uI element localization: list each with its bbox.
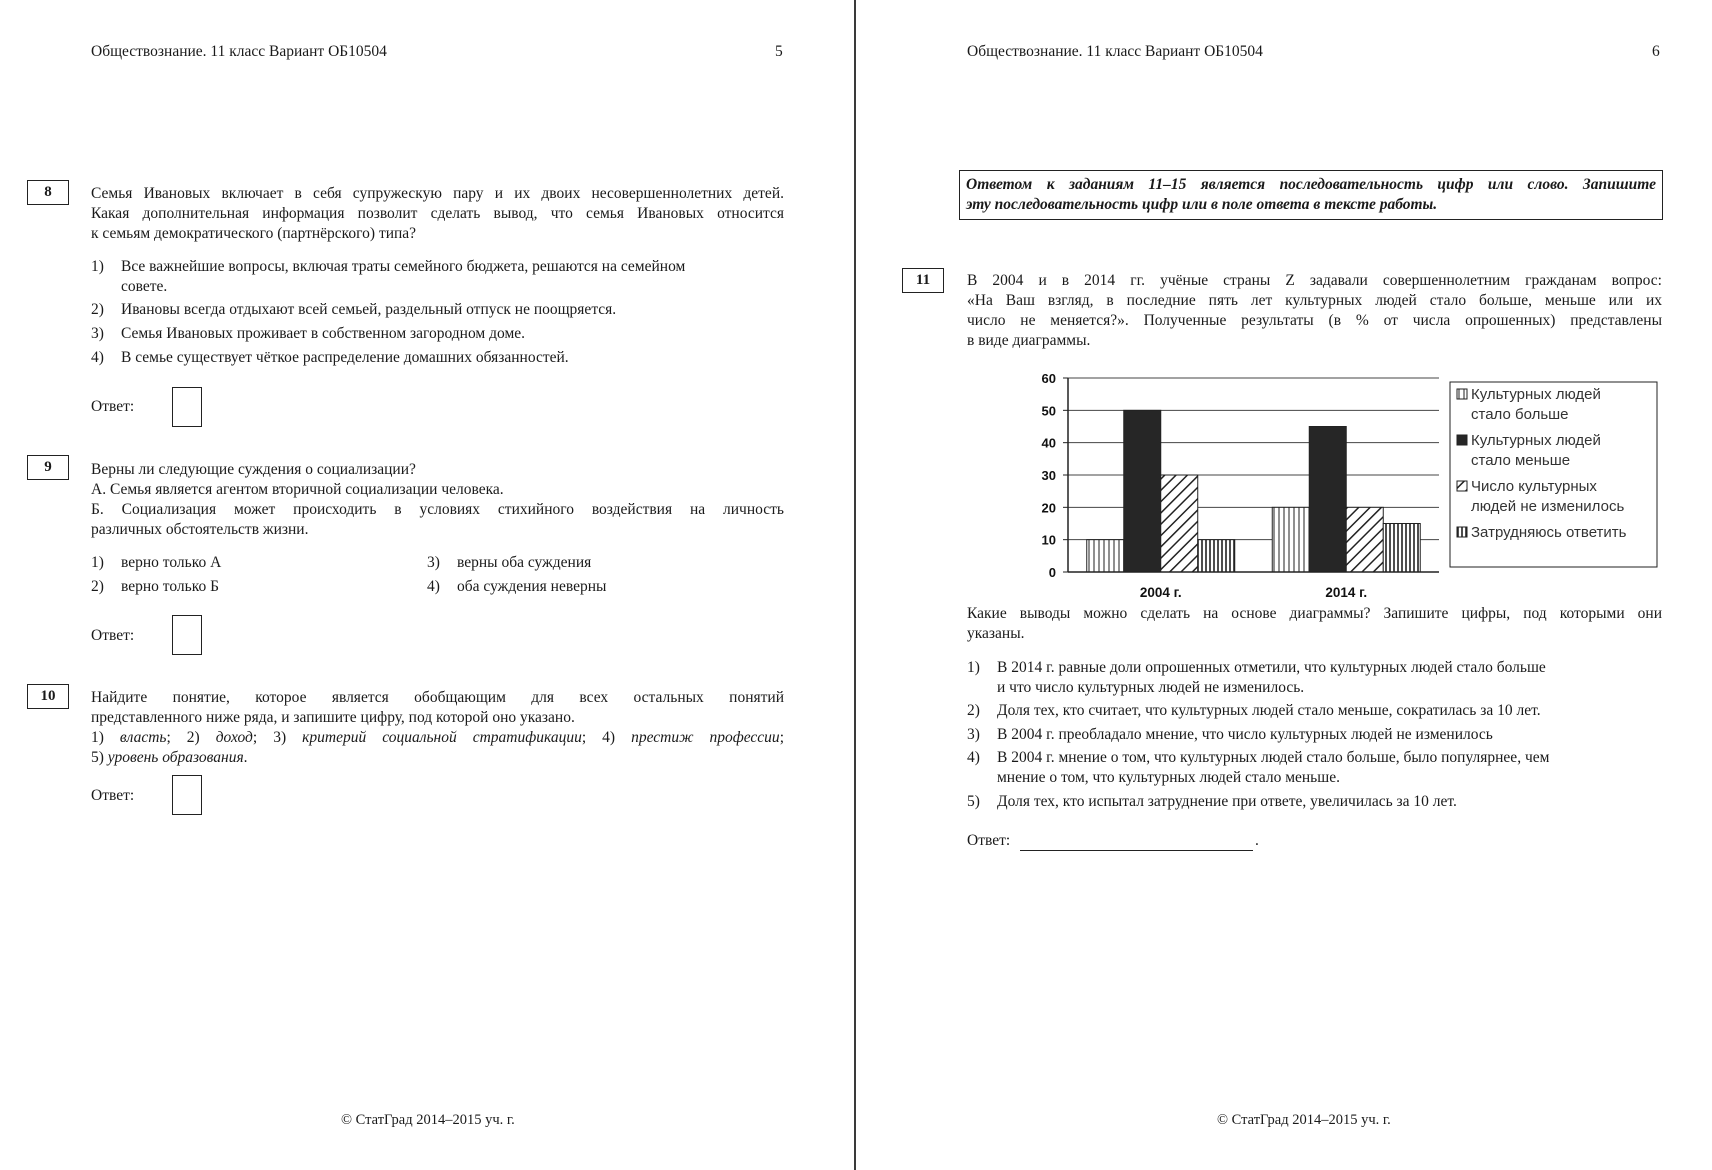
- option-number: 4): [427, 578, 440, 595]
- q11-option-2: [967, 701, 1667, 721]
- page-number: 5: [775, 43, 783, 60]
- option-text: оба суждения неверны: [457, 578, 607, 595]
- option-number: 2): [91, 578, 104, 595]
- item-number: 3): [273, 729, 287, 746]
- item-text: критерий социальной стратификации: [302, 729, 582, 746]
- page-footer: © СтатГрад 2014–2015 уч. г.: [1217, 1112, 1391, 1128]
- legend-label: Затрудняюсь ответить: [1471, 524, 1627, 541]
- page-number: 6: [1652, 43, 1660, 60]
- q11-option-5: [967, 792, 1667, 812]
- question-11-text: [967, 271, 1662, 351]
- q9-answer-label: Ответ:: [91, 627, 135, 644]
- q11-line: «На Ваш взгляд, в последние пять лет культурных людей стало больше, меньше или их: [967, 292, 1662, 309]
- bar-4-2: [1383, 524, 1420, 573]
- q10-items-line: 1) власть; 2) доход; 3) критерий социальной стратификации; 4) престиж профессии;: [91, 729, 784, 746]
- q9-line: Верны ли следующие суждения о социализации?: [91, 461, 416, 478]
- q10-answer-label: Ответ:: [91, 787, 135, 804]
- q9-option-3: [427, 553, 727, 573]
- q8-answer-box[interactable]: [172, 387, 202, 427]
- option-text: и что число культурных людей не изменилось.: [997, 679, 1305, 696]
- question-number-9: 9: [27, 455, 69, 480]
- item-text: престиж профессии: [631, 729, 780, 746]
- q8-line: Семья Ивановых включает в себя супружескую пару и их двоих несовершеннолетних детей.: [91, 185, 784, 202]
- q8-option-3: [91, 324, 791, 344]
- page-6: [857, 0, 1712, 1170]
- instructions-line: эту последовательность цифр или в поле ответа в тексте работы.: [966, 196, 1438, 213]
- y-tick-label: 40: [1041, 435, 1056, 451]
- q11-answer-period: .: [1255, 832, 1259, 849]
- q11-answer-label: Ответ:: [967, 832, 1011, 849]
- option-text: В 2004 г. преобладало мнение, что число культурных людей не изменилось: [997, 726, 1493, 743]
- option-number: 2): [967, 702, 980, 719]
- option-text: совете.: [121, 278, 168, 295]
- y-tick-label: 0: [1048, 565, 1056, 580]
- q11-prompt-line: указаны.: [967, 625, 1025, 642]
- option-number: 3): [967, 726, 980, 743]
- q10-line: представленного ниже ряда, и запишите цифру, под которой оно указано.: [91, 709, 575, 726]
- option-number: 3): [91, 325, 104, 342]
- page-header: Обществознание. 11 класс Вариант ОБ10504: [91, 43, 387, 60]
- question-number-10: 10: [27, 684, 69, 709]
- option-number: 5): [967, 793, 980, 810]
- y-tick-label: 20: [1041, 500, 1056, 516]
- bar-2-2: [1309, 427, 1346, 573]
- option-number: 1): [91, 258, 104, 275]
- q9-option-1: [91, 553, 391, 573]
- option-number: 4): [967, 749, 980, 766]
- instructions-line: Ответом к заданиям 11–15 является последовательность цифр или слово. Запишите: [966, 176, 1656, 193]
- option-number: 1): [967, 659, 980, 676]
- item-number: 5): [91, 749, 104, 766]
- x-tick-label: 2014 г.: [1325, 585, 1368, 600]
- question-9-text: [91, 460, 784, 540]
- legend-label: Культурных людей: [1471, 432, 1601, 449]
- option-text: Семья Ивановых проживает в собственном загородном доме.: [121, 325, 526, 342]
- q9-option-4: [427, 577, 727, 597]
- bar-3-2: [1346, 507, 1383, 572]
- page-5: [0, 0, 855, 1170]
- option-text: Доля тех, кто испытал затруднение при ответе, увеличилась за 10 лет.: [997, 793, 1457, 810]
- option-text: Ивановы всегда отдыхают всей семьей, раздельный отпуск не поощряется.: [121, 301, 617, 318]
- item-text: уровень образования: [107, 749, 244, 766]
- x-tick-label: 2004 г.: [1139, 585, 1182, 600]
- q10-answer-box[interactable]: [172, 775, 202, 815]
- page-header: Обществознание. 11 класс Вариант ОБ10504: [967, 43, 1263, 60]
- bar-1-2: [1272, 507, 1309, 572]
- q9-option-2: [91, 577, 391, 597]
- item-text: власть: [119, 729, 167, 746]
- item-text: доход: [215, 729, 253, 746]
- y-tick-label: 50: [1041, 403, 1056, 419]
- legend-swatch-2: [1457, 435, 1467, 445]
- option-number: 2): [91, 301, 104, 318]
- option-number: 3): [427, 554, 440, 571]
- q9-line: А. Семья является агентом вторичной социализации человека.: [91, 481, 504, 498]
- bar-4-1: [1198, 540, 1235, 572]
- q11-line: число не меняется?». Полученные результаты (в % от числа опрошенных) представлены: [967, 312, 1662, 329]
- question-11-prompt: [967, 604, 1662, 644]
- bar-2-1: [1124, 410, 1161, 572]
- q8-option-2: [91, 300, 791, 320]
- legend-label: людей не изменилось: [1471, 498, 1625, 515]
- legend-swatch-3: [1457, 481, 1467, 491]
- q11-answer-line[interactable]: [1020, 832, 1253, 851]
- option-text: Доля тех, кто считает, что культурных людей стало меньше, сократилась за 10 лет.: [997, 702, 1541, 719]
- y-tick-label: 60: [1041, 371, 1056, 386]
- q8-line: к семьям демократического (партнёрского) типа?: [91, 225, 417, 242]
- q11-option-1: [967, 658, 1667, 700]
- q9-answer-box[interactable]: [172, 615, 202, 655]
- q11-line: В 2004 и в 2014 гг. учёные страны Z задавали совершеннолетним гражданам вопрос:: [967, 272, 1662, 289]
- q11-line: в виде диаграммы.: [967, 332, 1091, 349]
- question-number-11: 11: [902, 268, 944, 293]
- legend-label: стало больше: [1471, 406, 1569, 423]
- q8-answer-label: Ответ:: [91, 398, 135, 415]
- y-tick-label: 10: [1041, 532, 1056, 548]
- q9-line: различных обстоятельств жизни.: [91, 521, 309, 538]
- q10-items-line: 5) уровень образования.: [91, 749, 248, 766]
- option-text: В семье существует чёткое распределение домашних обязанностей.: [121, 349, 569, 366]
- item-number: 4): [602, 729, 616, 746]
- q11-option-3: [967, 725, 1667, 745]
- q9-line: Б. Социализация может происходить в условиях стихийного воздействия на личность: [91, 501, 784, 518]
- item-number: 1): [91, 729, 104, 746]
- option-text: мнение о том, что культурных людей стало меньше.: [997, 769, 1340, 786]
- question-10-text: [91, 688, 784, 768]
- option-number: 1): [91, 554, 104, 571]
- y-tick-label: 30: [1041, 468, 1056, 483]
- legend-swatch-1: [1457, 389, 1467, 399]
- option-text: верны оба суждения: [457, 554, 592, 571]
- q8-option-1: [91, 257, 791, 299]
- option-text: В 2004 г. мнение о том, что культурных людей стало больше, было популярнее, чем: [997, 749, 1550, 766]
- q10-line: Найдите понятие, которое является обобщающим для всех остальных понятий: [91, 689, 784, 706]
- bar-chart: [957, 365, 1667, 605]
- bar-3-1: [1161, 475, 1198, 572]
- question-8-text: [91, 184, 784, 244]
- q8-line: Какая дополнительная информация позволит сделать вывод, что семья Ивановых относится: [91, 205, 784, 222]
- page-footer: © СтатГрад 2014–2015 уч. г.: [341, 1112, 515, 1128]
- legend-label: стало меньше: [1471, 452, 1571, 469]
- legend-swatch-4: [1457, 527, 1467, 537]
- option-number: 4): [91, 349, 104, 366]
- legend-label: Культурных людей: [1471, 386, 1601, 403]
- bar-1-1: [1087, 540, 1124, 572]
- q11-option-4: [967, 748, 1667, 790]
- q8-option-4: [91, 348, 791, 368]
- option-text: В 2014 г. равные доли опрошенных отметили, что культурных людей стало больше: [997, 659, 1546, 676]
- q11-prompt-line: Какие выводы можно сделать на основе диаграммы? Запишите цифры, под которыми они: [967, 605, 1662, 622]
- legend-label: Число культурных: [1471, 478, 1597, 495]
- instructions-box: [959, 170, 1663, 220]
- item-number: 2): [186, 729, 200, 746]
- option-text: Все важнейшие вопросы, включая траты семейного бюджета, решаются на семейном: [121, 258, 686, 275]
- option-text: верно только А: [121, 554, 222, 571]
- question-number-8: 8: [27, 180, 69, 205]
- option-text: верно только Б: [121, 578, 219, 595]
